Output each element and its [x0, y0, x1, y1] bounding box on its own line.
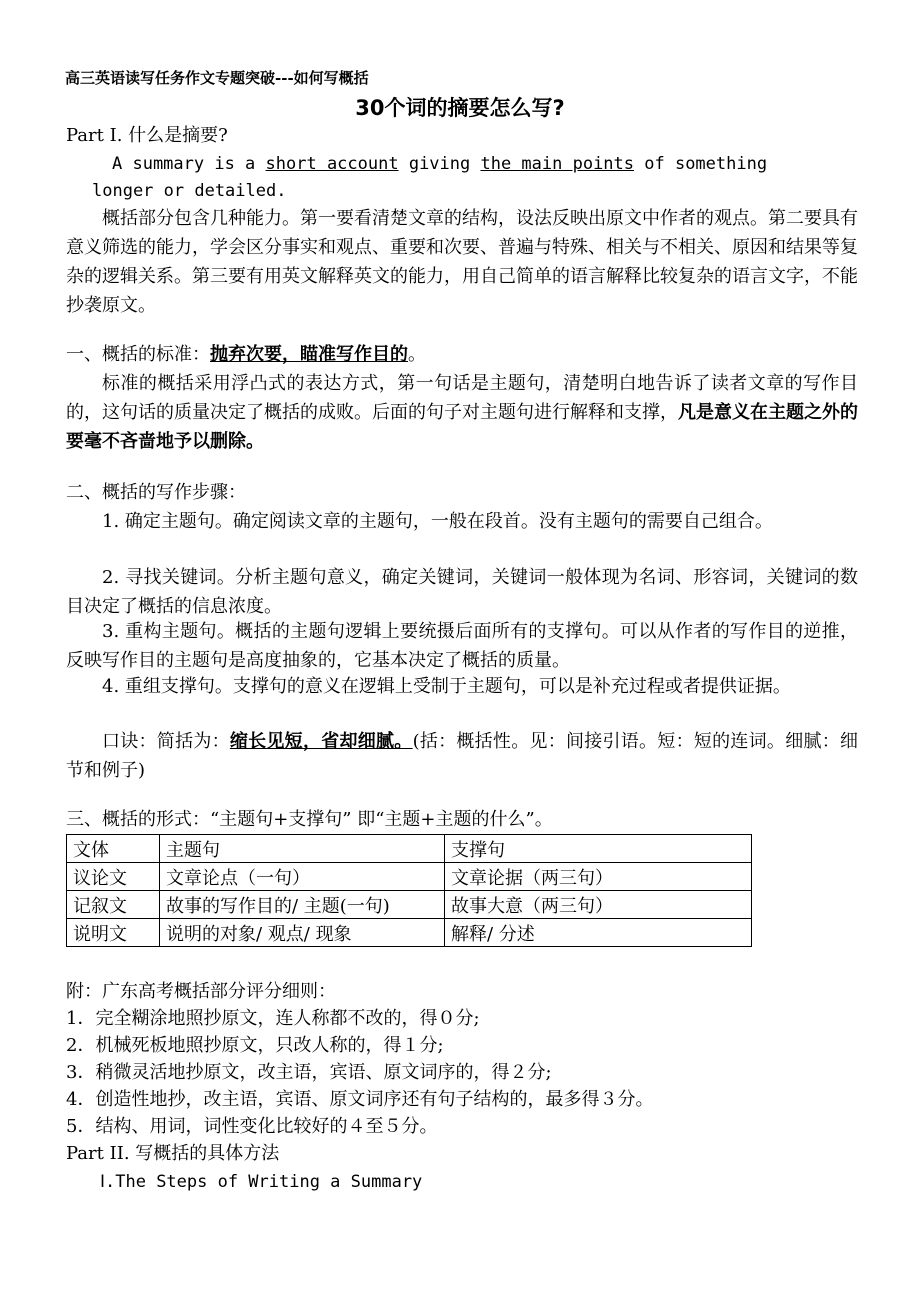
- section1-body-bold: 凡是意义在主题之外的要毫不吝啬地予以删除。: [66, 402, 858, 452]
- table-cell: 文章论点（一句）: [160, 863, 445, 891]
- step-2: 2. 寻找关键词。分析主题句意义，确定关键词，关键词一般体现为名词、形容词，关键词的数目决定了概括的信息浓度。: [66, 567, 858, 617]
- part2-subheading: Ⅰ.The Steps of Writing a Summary: [100, 1172, 423, 1192]
- part1-heading: Part Ⅰ. 什么是摘要?: [66, 125, 228, 146]
- section1-body: 标准的概括采用浮凸式的表达方式，第一句话是主题句，清楚明白地告诉了读者文章的写作目的，这句话的质量决定了概括的成败。后面的句子对主题句进行解释和支撑，: [66, 373, 858, 423]
- table-header-cell: 支撑句: [445, 835, 752, 863]
- mnemonic-rest: (括：概括性。见：间接引语。短：短的连词。细腻：细节和例子): [66, 731, 859, 781]
- appendix-item: 4．创造性地抄，改主语，宾语、原文词序还有句子结构的，最多得３分。: [66, 1089, 654, 1110]
- definition-text-b: giving: [398, 154, 481, 174]
- mnemonic-bold: 缩长见短，省却细腻。: [229, 731, 413, 752]
- table-row: [67, 863, 752, 891]
- definition-underline-short-account: short account: [265, 154, 399, 174]
- appendix-heading: 附：广东高考概括部分评分细则：: [66, 981, 336, 1002]
- section1-label: 一、概括的标准：: [66, 344, 210, 365]
- definition-underline-main-points: the main points: [480, 154, 635, 174]
- table-row: [67, 919, 752, 947]
- mnemonic-paragraph: [66, 727, 858, 785]
- section2-heading: 二、概括的写作步骤：: [66, 482, 246, 503]
- table-cell: 解释/ 分述: [445, 919, 752, 947]
- definition-text-a: A summary is a: [112, 154, 266, 174]
- step-3: 3. 重构主题句。概括的主题句逻辑上要统摄后面所有的支撑句。可以从作者的写作目的逆推，反映写作目的主题句是高度抽象的，它基本决定了概括的质量。: [66, 621, 858, 671]
- document-subtitle: 高三英语读写任务作文专题突破---如何写概括: [65, 69, 369, 87]
- part2-heading: Part II. 写概括的具体方法: [66, 1143, 280, 1164]
- section3-heading: 三、概括的形式：“主题句+支撑句” 即“主题+主题的什么”。: [66, 809, 553, 830]
- table-row: [67, 891, 752, 919]
- appendix-item: 1．完全糊涂地照抄原文，连人称都不改的，得０分;: [66, 1008, 480, 1029]
- mnemonic-label: 口诀：简括为：: [102, 731, 230, 752]
- section1-end: 。: [408, 344, 426, 365]
- appendix-item: 2．机械死板地照抄原文，只改人称的，得１分;: [66, 1035, 444, 1056]
- definition-line1: [112, 152, 767, 176]
- appendix-item: 3．稍微灵活地抄原文，改主语，宾语、原文词序的，得２分;: [66, 1062, 552, 1083]
- table-cell: 故事大意（两三句）: [445, 891, 752, 919]
- section1-heading: [66, 343, 426, 367]
- summary-form-table: [66, 834, 752, 947]
- table-cell: 故事的写作目的/ 主题(一句): [160, 891, 445, 919]
- table-cell: 文章论据（两三句）: [445, 863, 752, 891]
- table-header-cell: 主题句: [160, 835, 445, 863]
- abilities-paragraph: 概括部分包含几种能力。第一要看清楚文章的结构，设法反映出原文中作者的观点。第二要具有意义筛选的能力，学会区分事实和观点、重要和次要、普遍与特殊、相关与不相关、原因和结果等复杂的逻辑关系。第三要有用英文解释英文的能力，用自己简单的语言解释比较复杂的语言文字，不能抄袭原文。: [66, 208, 858, 316]
- section1-emphasis: 抛弃次要，瞄准写作目的: [210, 344, 408, 365]
- definition-line2: longer or detailed.: [92, 181, 287, 201]
- table-cell: 说明的对象/ 观点/ 现象: [160, 919, 445, 947]
- appendix-item: 5．结构、用词，词性变化比较好的４至５分。: [66, 1116, 438, 1137]
- table-cell: 说明文: [67, 919, 160, 947]
- document-title: 30个词的摘要怎么写?: [355, 96, 565, 120]
- step-1: 1. 确定主题句。确定阅读文章的主题句，一般在段首。没有主题句的需要自己组合。: [102, 511, 773, 532]
- table-cell: 记叙文: [67, 891, 160, 919]
- step-4: 4. 重组支撑句。支撑句的意义在逻辑上受制于主题句，可以是补充过程或者提供证据。: [102, 676, 791, 697]
- table-cell: 议论文: [67, 863, 160, 891]
- definition-text-c: of something: [634, 154, 768, 174]
- table-header-row: [67, 835, 752, 863]
- section1-paragraph: [66, 369, 858, 456]
- table-header-cell: 文体: [67, 835, 160, 863]
